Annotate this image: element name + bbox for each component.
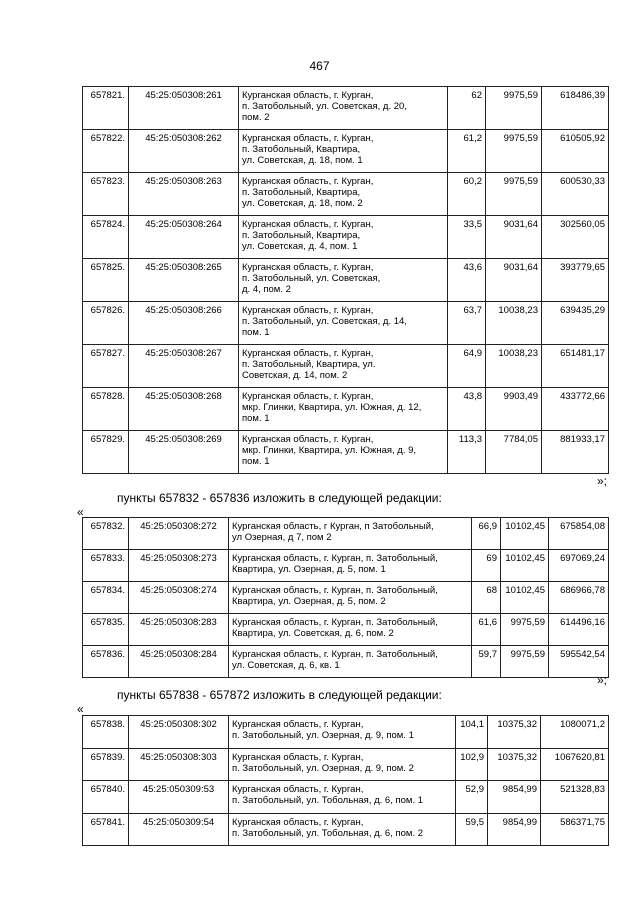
item-number-cell: 657829.: [83, 431, 129, 474]
price-per-sqm-cell: 7784,05: [486, 431, 542, 474]
page-number: 467: [309, 59, 330, 73]
closing-quote: »;: [597, 673, 608, 687]
item-number-cell: 657823.: [83, 173, 129, 216]
area-cell: 64,9: [448, 345, 486, 388]
cadastral-number-cell: 45:25:050308:264: [129, 216, 239, 259]
table-row: [83, 582, 609, 614]
opening-quote: «: [77, 702, 84, 716]
price-per-sqm-cell: 9975,59: [501, 614, 549, 646]
address-cell: Курганская область, г. Курган, п. Затобольный, ул. Тобольная, д. 6, пом. 2: [229, 813, 456, 846]
cadastral-number-cell: 45:25:050308:262: [129, 130, 239, 173]
total-value-cell: 600530,33: [542, 173, 609, 216]
address-cell: Курганская область, г. Курган, п. Затобольный, ул. Советская, д. 20, пом. 2: [239, 87, 448, 130]
area-cell: 113,3: [448, 431, 486, 474]
item-number-cell: 657840.: [83, 781, 129, 814]
cadastral-number-cell: 45:25:050309:54: [129, 813, 229, 846]
price-per-sqm-cell: 10102,45: [501, 582, 549, 614]
address-cell: Курганская область, г. Курган, п. Затобольный, ул. Озерная, д. 9, пом. 2: [229, 748, 456, 781]
price-per-sqm-cell: 9854,99: [488, 781, 541, 814]
price-per-sqm-cell: 9975,59: [486, 87, 542, 130]
table-row: [83, 614, 609, 646]
total-value-cell: 651481,17: [542, 345, 609, 388]
cadastral-number-cell: 45:25:050309:53: [129, 781, 229, 814]
cadastral-number-cell: 45:25:050308:283: [129, 614, 229, 646]
table-body: [83, 87, 609, 474]
price-per-sqm-cell: 10102,45: [501, 550, 549, 582]
cadastral-number-cell: 45:25:050308:263: [129, 173, 239, 216]
total-value-cell: 614496,16: [549, 614, 609, 646]
area-cell: 63,7: [448, 302, 486, 345]
total-value-cell: 610505,92: [542, 130, 609, 173]
item-number-cell: 657824.: [83, 216, 129, 259]
area-cell: 102,9: [456, 748, 488, 781]
property-table-1: [82, 86, 609, 474]
cadastral-number-cell: 45:25:050308:272: [129, 518, 229, 550]
table-row: [83, 716, 609, 749]
table-row: [83, 345, 609, 388]
price-per-sqm-cell: 9031,64: [486, 259, 542, 302]
area-cell: 60,2: [448, 173, 486, 216]
amendment-paragraph: пункты 657832 - 657836 изложить в следующей редакции:: [117, 491, 442, 505]
property-table-3: [82, 715, 609, 846]
item-number-cell: 657821.: [83, 87, 129, 130]
address-cell: Курганская область, г. Курган, п. Затобольный, Квартира, ул. Озерная, д. 5, пом. 1: [229, 550, 472, 582]
item-number-cell: 657834.: [83, 582, 129, 614]
total-value-cell: 1080071,2: [541, 716, 609, 749]
property-table-2: [82, 517, 609, 678]
item-number-cell: 657828.: [83, 388, 129, 431]
item-number-cell: 657835.: [83, 614, 129, 646]
area-cell: 59,5: [456, 813, 488, 846]
cadastral-number-cell: 45:25:050308:274: [129, 582, 229, 614]
address-cell: Курганская область, г. Курган, п. Затобольный, ул. Советская, д. 14, пом. 1: [239, 302, 448, 345]
price-per-sqm-cell: 9975,59: [486, 130, 542, 173]
area-cell: 33,5: [448, 216, 486, 259]
total-value-cell: 639435,29: [542, 302, 609, 345]
table-row: [83, 302, 609, 345]
total-value-cell: 697069,24: [549, 550, 609, 582]
total-value-cell: 595542,54: [549, 646, 609, 678]
cadastral-number-cell: 45:25:050308:273: [129, 550, 229, 582]
item-number-cell: 657838.: [83, 716, 129, 749]
price-per-sqm-cell: 10375,32: [488, 716, 541, 749]
table-row: [83, 216, 609, 259]
amendment-paragraph: пункты 657838 - 657872 изложить в следующей редакции:: [117, 688, 442, 702]
cadastral-number-cell: 45:25:050308:303: [129, 748, 229, 781]
table-row: [83, 388, 609, 431]
total-value-cell: 881933,17: [542, 431, 609, 474]
total-value-cell: 521328,83: [541, 781, 609, 814]
item-number-cell: 657832.: [83, 518, 129, 550]
item-number-cell: 657822.: [83, 130, 129, 173]
area-cell: 61,2: [448, 130, 486, 173]
opening-quote: «: [77, 505, 84, 519]
item-number-cell: 657833.: [83, 550, 129, 582]
cadastral-number-cell: 45:25:050308:266: [129, 302, 239, 345]
cadastral-number-cell: 45:25:050308:269: [129, 431, 239, 474]
item-number-cell: 657826.: [83, 302, 129, 345]
total-value-cell: 1067620,81: [541, 748, 609, 781]
table-row: [83, 431, 609, 474]
price-per-sqm-cell: 10375,32: [488, 748, 541, 781]
cadastral-number-cell: 45:25:050308:284: [129, 646, 229, 678]
table-row: [83, 781, 609, 814]
price-per-sqm-cell: 10102,45: [501, 518, 549, 550]
table-row: [83, 813, 609, 846]
address-cell: Курганская область, г. Курган, п. Затобольный, Квартира, ул. Озерная, д. 5, пом. 2: [229, 582, 472, 614]
price-per-sqm-cell: 9031,64: [486, 216, 542, 259]
address-cell: Курганская область, г. Курган, мкр. Глинки, Квартира, ул. Южная, д. 9, пом. 1: [239, 431, 448, 474]
price-per-sqm-cell: 9854,99: [488, 813, 541, 846]
area-cell: 59,7: [472, 646, 501, 678]
cadastral-number-cell: 45:25:050308:261: [129, 87, 239, 130]
price-per-sqm-cell: 10038,23: [486, 302, 542, 345]
address-cell: Курганская область, г. Курган, п. Затобольный, Квартира, ул. Советская, д. 18, пом. 2: [239, 173, 448, 216]
area-cell: 68: [472, 582, 501, 614]
table-body: [83, 518, 609, 678]
table-row: [83, 748, 609, 781]
total-value-cell: 433772,66: [542, 388, 609, 431]
item-number-cell: 657839.: [83, 748, 129, 781]
item-number-cell: 657825.: [83, 259, 129, 302]
table-row: [83, 173, 609, 216]
total-value-cell: 302560,05: [542, 216, 609, 259]
total-value-cell: 393779,65: [542, 259, 609, 302]
table-row: [83, 259, 609, 302]
address-cell: Курганская область, г. Курган, п. Затобольный, ул. Советская, д. 6, кв. 1: [229, 646, 472, 678]
closing-quote: »;: [597, 474, 608, 488]
total-value-cell: 675854,08: [549, 518, 609, 550]
address-cell: Курганская область, г. Курган, мкр. Глинки, Квартира, ул. Южная, д. 12, пом. 1: [239, 388, 448, 431]
price-per-sqm-cell: 9903,49: [486, 388, 542, 431]
cadastral-number-cell: 45:25:050308:268: [129, 388, 239, 431]
total-value-cell: 586371,75: [541, 813, 609, 846]
area-cell: 104,1: [456, 716, 488, 749]
area-cell: 66,9: [472, 518, 501, 550]
table-row: [83, 518, 609, 550]
item-number-cell: 657836.: [83, 646, 129, 678]
table-row: [83, 87, 609, 130]
area-cell: 62: [448, 87, 486, 130]
cadastral-number-cell: 45:25:050308:302: [129, 716, 229, 749]
area-cell: 43,8: [448, 388, 486, 431]
address-cell: Курганская область, г. Курган, п. Затобольный, ул. Тобольная, д. 6, пом. 1: [229, 781, 456, 814]
area-cell: 61,6: [472, 614, 501, 646]
cadastral-number-cell: 45:25:050308:267: [129, 345, 239, 388]
total-value-cell: 686966,78: [549, 582, 609, 614]
price-per-sqm-cell: 9975,59: [501, 646, 549, 678]
address-cell: Курганская область, г. Курган, п. Затобольный, Квартира, ул. Советская, д. 14, пом. 2: [239, 345, 448, 388]
price-per-sqm-cell: 9975,59: [486, 173, 542, 216]
area-cell: 69: [472, 550, 501, 582]
area-cell: 52,9: [456, 781, 488, 814]
cadastral-number-cell: 45:25:050308:265: [129, 259, 239, 302]
address-cell: Курганская область, г. Курган, п. Затобольный, Квартира, ул. Советская, д. 18, пом. 1: [239, 130, 448, 173]
area-cell: 43,6: [448, 259, 486, 302]
total-value-cell: 618486,39: [542, 87, 609, 130]
table-row: [83, 550, 609, 582]
address-cell: Курганская область, г. Курган, п. Затобольный, ул. Озерная, д. 9, пом. 1: [229, 716, 456, 749]
item-number-cell: 657841.: [83, 813, 129, 846]
address-cell: Курганская область, г. Курган, п. Затобольный, ул. Советская, д. 4, пом. 2: [239, 259, 448, 302]
address-cell: Курганская область, г. Курган, п. Затобольный, Квартира, ул. Советская, д. 6, пом. 2: [229, 614, 472, 646]
address-cell: Курганская область, г Курган, п Затобольный, ул Озерная, д 7, пом 2: [229, 518, 472, 550]
address-cell: Курганская область, г. Курган, п. Затобольный, Квартира, ул. Советская, д. 4, пом. 1: [239, 216, 448, 259]
table-row: [83, 646, 609, 678]
price-per-sqm-cell: 10038,23: [486, 345, 542, 388]
table-body: [83, 716, 609, 846]
item-number-cell: 657827.: [83, 345, 129, 388]
table-row: [83, 130, 609, 173]
